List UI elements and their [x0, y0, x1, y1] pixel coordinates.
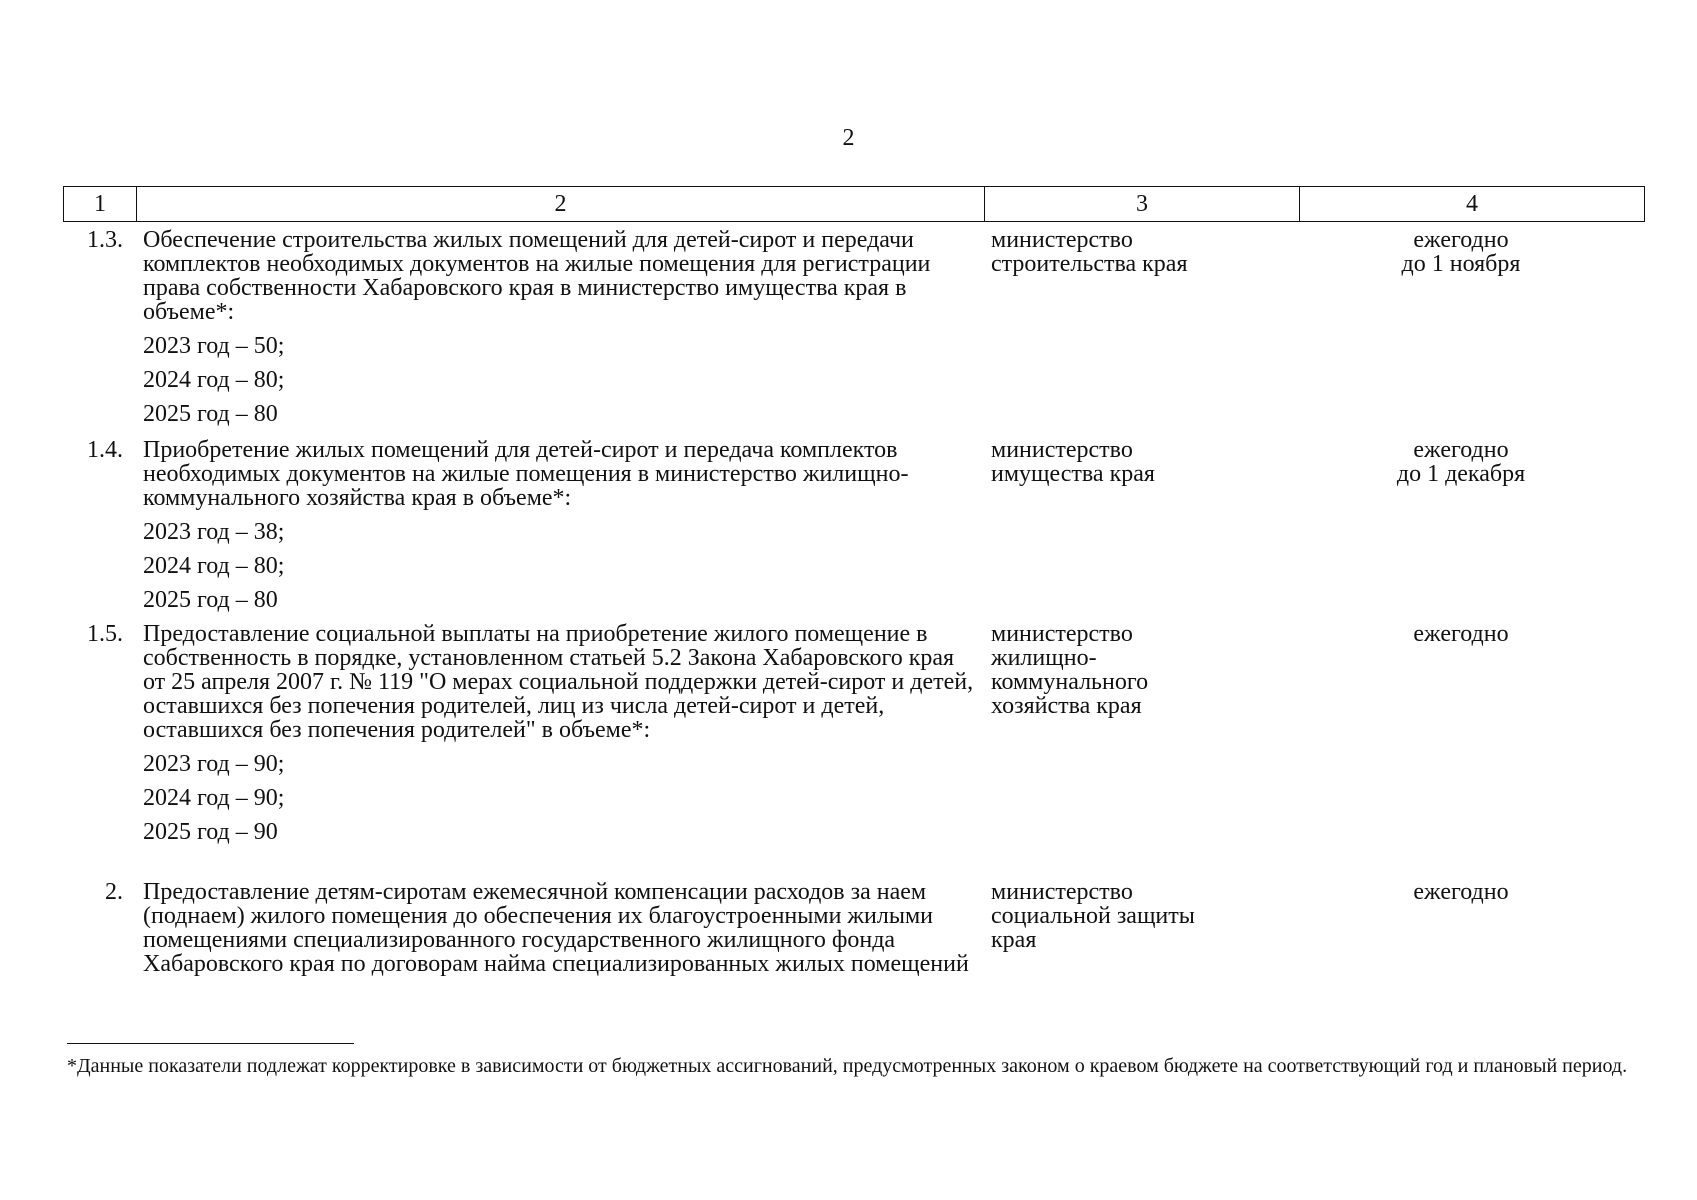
year-value: 2023 год – 38; [143, 519, 285, 545]
row-description: Предоставление детям-сиротам ежемесячной компенсации расходов за наем (поднаем) жилого помещения до обеспечения их благоустроенными жилыми помещениями специализированного государственного жилищного фонда Хабаровского края по договорам найма специализированных жилых помещений [143, 879, 969, 977]
column-number-header [63, 186, 1645, 222]
row-description-cell [129, 880, 980, 976]
footnote: *Данные показатели подлежат корректировке в зависимости от бюджетных ассигнований, предусмотренных законом о краевом бюджете на соответствующий год и плановый период. [67, 1055, 1628, 1077]
responsible-cell [980, 880, 1291, 952]
footnote-divider [67, 1043, 354, 1044]
row-number: 1.5. [87, 621, 123, 647]
responsible-line: имущества края [991, 461, 1155, 487]
term-line: до 1 декабря [1396, 461, 1526, 487]
measures-list [63, 228, 1644, 980]
term-line: ежегодно [1413, 621, 1509, 647]
row-number: 2. [105, 879, 123, 905]
row-description-cell [129, 228, 980, 426]
responsible-line: министерство [991, 227, 1133, 253]
responsible-line: строительства края [991, 251, 1188, 277]
year-value: 2024 год – 80; [143, 367, 285, 393]
term-cell [1291, 228, 1631, 276]
term-line: до 1 ноября [1401, 251, 1521, 277]
year-value: 2023 год – 50; [143, 333, 285, 359]
row-number: 1.4. [87, 437, 123, 463]
year-value: 2024 год – 90; [143, 785, 285, 811]
table-row [63, 880, 1644, 976]
term-cell [1291, 438, 1631, 486]
year-value: 2025 год – 80 [143, 401, 278, 427]
header-col-2: 2 [137, 187, 985, 222]
table-row [63, 438, 1644, 618]
header-row [64, 187, 1645, 222]
year-value: 2024 год – 80; [143, 553, 285, 579]
row-description-cell [129, 438, 980, 612]
row-description: Обеспечение строительства жилых помещений для детей-сирот и передачи комплектов необходимых документов на жилые помещения для регистрации права собственности Хабаровского края в министерство имущества края в объеме*: [143, 227, 931, 325]
page-number: 2 [842, 125, 855, 151]
table-row [63, 228, 1644, 434]
responsible-line: хозяйства края [991, 693, 1142, 719]
term-cell [1291, 622, 1631, 646]
term-cell [1291, 880, 1631, 904]
year-value: 2025 год – 80 [143, 587, 278, 613]
row-description: Предоставление социальной выплаты на приобретение жилого помещение в собственность в порядке, установленном статьей 5.2 Закона Хабаровского края от 25 апреля 2007 г. № 119 "О мерах социальной поддержки детей-сирот и детей, оставшихся без попечения родителей, лиц из числа детей-сирот и детей, оставшихся без попечения родителей" в объеме*: [143, 621, 974, 743]
year-value: 2025 год – 90 [143, 819, 278, 845]
responsible-line: коммунального [991, 669, 1149, 695]
row-description: Приобретение жилых помещений для детей-сирот и передача комплектов необходимых документов на жилые помещения в министерство жилищно-коммунального хозяйства края в объеме*: [143, 437, 909, 511]
year-value: 2023 год – 90; [143, 751, 285, 777]
responsible-line: министерство [991, 621, 1133, 647]
row-number: 1.3. [87, 227, 123, 253]
responsible-line: министерство [991, 437, 1133, 463]
row-description-cell [129, 622, 980, 844]
responsible-cell [980, 622, 1291, 718]
responsible-line: социальной защиты [991, 903, 1195, 929]
term-line: ежегодно [1413, 437, 1509, 463]
term-line: ежегодно [1413, 879, 1509, 905]
header-col-4: 4 [1300, 187, 1645, 222]
responsible-cell [980, 438, 1291, 486]
header-col-1: 1 [64, 187, 137, 222]
responsible-line: жилищно- [991, 645, 1097, 671]
responsible-line: министерство [991, 879, 1133, 905]
table-row [63, 622, 1644, 876]
term-line: ежегодно [1413, 227, 1509, 253]
header-col-3: 3 [985, 187, 1300, 222]
responsible-cell [980, 228, 1291, 276]
responsible-line: края [991, 927, 1037, 953]
